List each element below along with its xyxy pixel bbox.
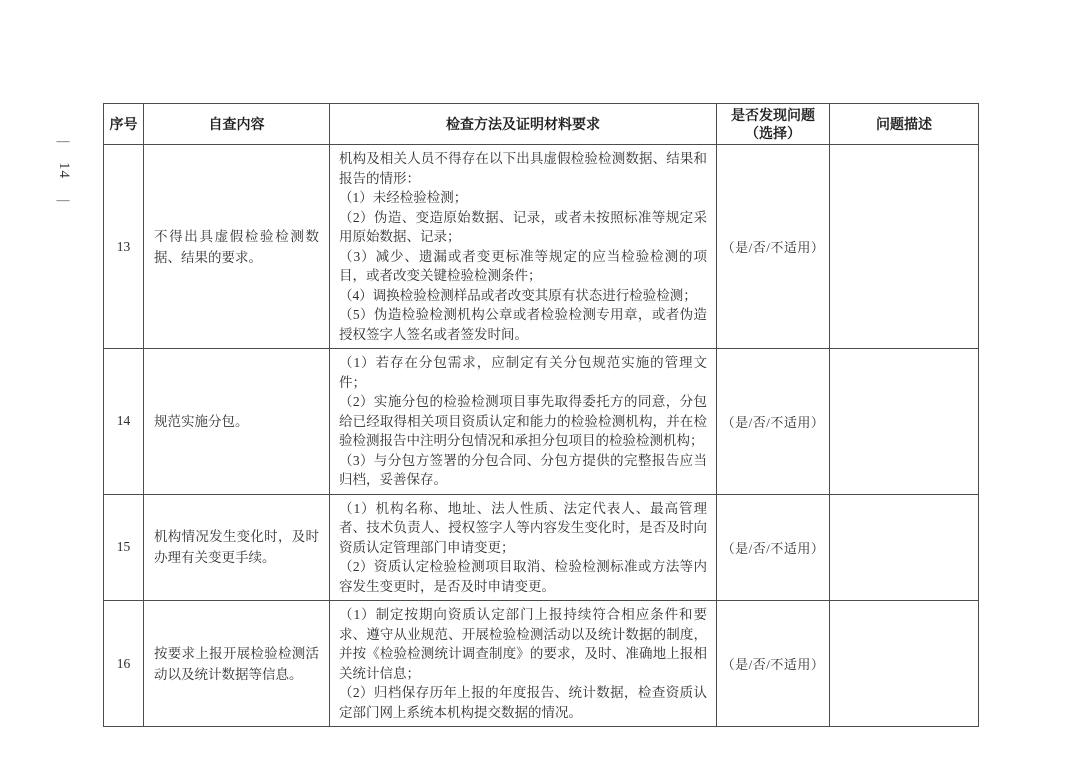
- method-cell: [330, 601, 717, 727]
- method-paragraph: （1）机构名称、地址、法人性质、法定代表人、最高管理者、技术负责人、授权签字人等内容发生变化时，是否及时向资质认定管理部门申请变更；: [339, 500, 707, 555]
- method-paragraph: （2）资质认定检验检测项目取消、检验检测标准或方法等内容发生变更时，是否及时申请变更。: [339, 559, 707, 594]
- method-paragraph: （1）制定按期向资质认定部门上报持续符合相应条件和要求、遵守从业规范、开展检验检测活动以及统计数据的制度，并按《检验检测统计调查制度》的要求，及时、准确地上报相关统计信息；: [339, 607, 707, 681]
- page-number-dash-bottom: —: [56, 192, 70, 207]
- page-number-margin: [48, 133, 78, 207]
- method-paragraph: （2）伪造、变造原始数据、记录，或者未按照标准等规定采用原始数据、记录；: [339, 209, 707, 244]
- method-paragraph: （5）伪造检验检测机构公章或者检验检测专用章，或者伪造授权签字人签名或者签发时间。: [339, 307, 707, 342]
- table-row: [104, 349, 979, 495]
- method-cell: [330, 349, 717, 495]
- header-method: 检查方法及证明材料要求: [330, 104, 717, 145]
- row-index-cell: 14: [104, 349, 144, 495]
- row-index-cell: 16: [104, 601, 144, 727]
- table-row: [104, 494, 979, 601]
- method-cell: [330, 494, 717, 601]
- method-paragraph: 机构及相关人员不得存在以下出具虚假检验检测数据、结果和报告的情形：: [339, 151, 707, 186]
- header-found-line2: （选择）: [745, 125, 801, 141]
- table-header-row: [104, 104, 979, 145]
- page-number-dash-top: —: [56, 133, 70, 148]
- found-select-cell: （是/否/不适用）: [717, 349, 830, 495]
- found-select-cell: （是/否/不适用）: [717, 145, 830, 349]
- method-paragraph: （3）减少、遗漏或者变更标准等规定的应当检验检测的项目，或者改变关键检验检测条件；: [339, 248, 707, 283]
- self-check-table: [103, 103, 979, 727]
- page-number: 14: [55, 162, 72, 179]
- content-cell: 按要求上报开展检验检测活动以及统计数据等信息。: [144, 601, 330, 727]
- method-paragraph: （1）若存在分包需求，应制定有关分包规范实施的管理文件；: [339, 355, 707, 390]
- table-row: [104, 145, 979, 349]
- header-found-problem: [717, 104, 830, 145]
- description-cell: [830, 145, 979, 349]
- header-found-line1: 是否发现问题: [731, 107, 815, 123]
- header-index: 序号: [104, 104, 144, 145]
- found-select-cell: （是/否/不适用）: [717, 494, 830, 601]
- header-content: 自查内容: [144, 104, 330, 145]
- method-paragraph: （2）归档保存历年上报的年度报告、统计数据，检查资质认定部门网上系统本机构提交数据的情况。: [339, 685, 707, 720]
- method-paragraph: （3）与分包方签署的分包合同、分包方提供的完整报告应当归档，妥善保存。: [339, 452, 707, 487]
- content-cell: 不得出具虚假检验检测数据、结果的要求。: [144, 145, 330, 349]
- method-cell: [330, 145, 717, 349]
- content-cell: 机构情况发生变化时，及时办理有关变更手续。: [144, 494, 330, 601]
- row-index-cell: 15: [104, 494, 144, 601]
- table-row: [104, 601, 979, 727]
- content-cell: 规范实施分包。: [144, 349, 330, 495]
- method-paragraph: （4）调换检验检测样品或者改变其原有状态进行检验检测；: [339, 287, 697, 303]
- row-index-cell: 13: [104, 145, 144, 349]
- found-select-cell: （是/否/不适用）: [717, 601, 830, 727]
- description-cell: [830, 349, 979, 495]
- description-cell: [830, 601, 979, 727]
- method-paragraph: （2）实施分包的检验检测项目事先取得委托方的同意，分包给已经取得相关项目资质认定和能力的检验检测机构，并在检验检测报告中注明分包情况和承担分包项目的检验检测机构；: [339, 394, 707, 448]
- header-description: 问题描述: [830, 104, 979, 145]
- description-cell: [830, 494, 979, 601]
- method-paragraph: （1）未经检验检测；: [339, 190, 468, 205]
